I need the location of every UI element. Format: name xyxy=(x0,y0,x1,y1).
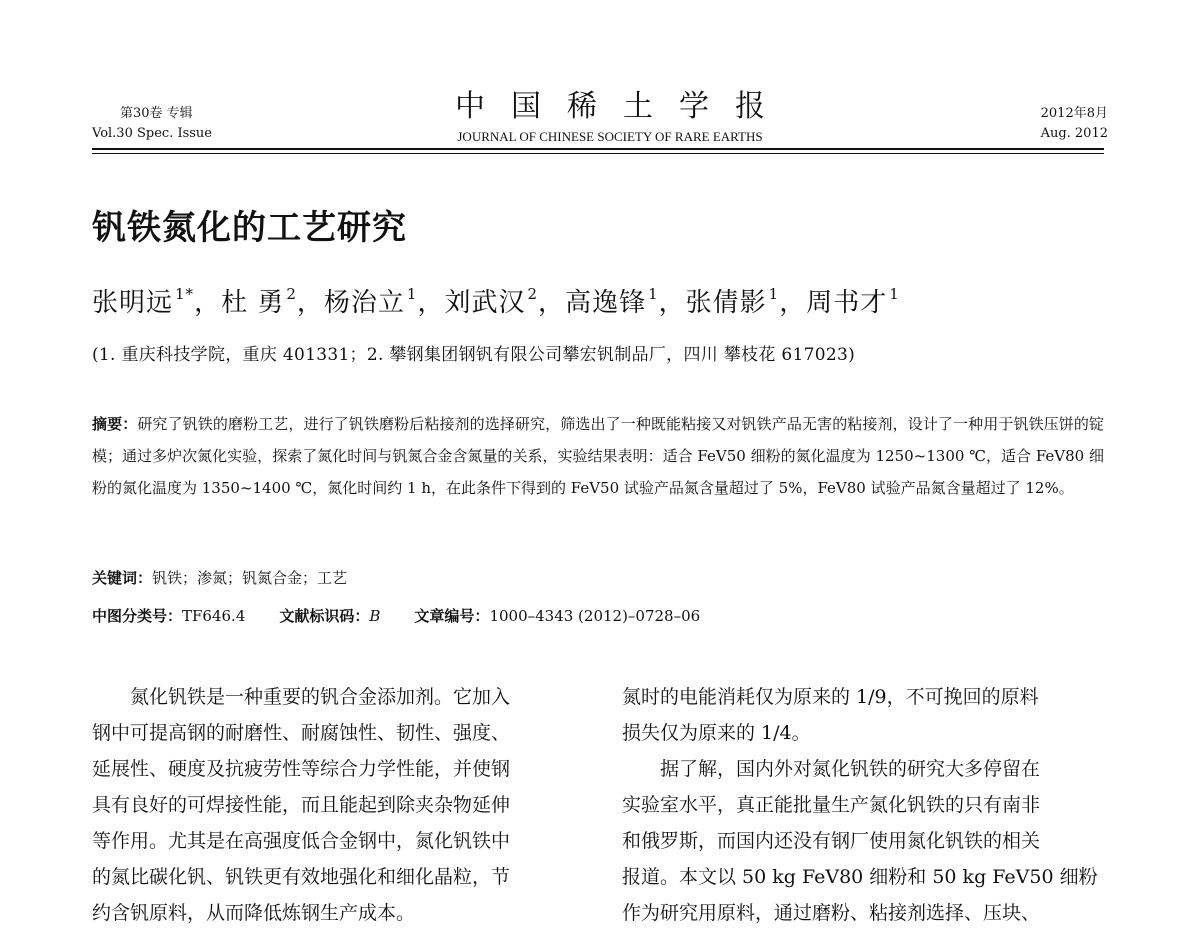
volume-cn: 第30卷 专辑 xyxy=(120,106,193,121)
author-affiliation-mark: 1* xyxy=(175,285,195,303)
author-affiliation-mark: 2 xyxy=(286,285,297,303)
author-name: 张明远 xyxy=(92,288,174,318)
author-name: 杜 勇 xyxy=(221,288,285,318)
journal-volume-block xyxy=(92,104,212,144)
body-text-line: 氮化钒铁是一种重要的钒合金添加剂。它加入 xyxy=(92,686,511,708)
author-affiliation-mark: 1 xyxy=(648,285,659,303)
body-text-line: 据了解，国内外对氮化钒铁的研究大多停留在 xyxy=(622,758,1041,780)
author-name: 杨治立 xyxy=(323,288,405,318)
author-affiliation-mark: 1 xyxy=(406,285,418,303)
keywords xyxy=(92,567,347,588)
header-rule-thin xyxy=(92,153,1104,154)
author-separator: ， xyxy=(538,288,566,318)
abstract-text: 研究了钒铁的磨粉工艺，进行了钒铁磨粉后粘接剂的选择研究，筛选出了一种既能粘接又对钒铁产品无害的粘接剂，设计了一种用于钒铁压饼的锭模；通过多炉次氮化实验，探索了氮化时间与钒氮合金含氮量的关系，实验结果表明：适合 FeV50 细粉的氮化温度为 1250~1300 ℃，适合 FeV80 细粉的氮化温度为 1350~1400 ℃，氮化时间约 1 h，在此条件下得到的 FeV50 试验产品氮含量超过了 5%，FeV80 试验产品氮含量超过了 12%。 xyxy=(92,415,1104,497)
body-text-line: 的氮比碳化钒、钒铁更有效地强化和细化晶粒，节 xyxy=(92,866,511,888)
body-text-line: 延展性、硬度及抗疲劳性等综合力学性能，并使钢 xyxy=(92,758,511,780)
header-rule-thick xyxy=(92,148,1104,150)
body-text-line: 报道。本文以 50 kg FeV80 细粉和 50 kg FeV50 细粉 xyxy=(622,866,1098,888)
journal-title-cn: 中国稀土学报 xyxy=(455,89,791,124)
keywords-label: 关键词： xyxy=(92,569,153,587)
journal-title-en: JOURNAL OF CHINESE SOCIETY OF RARE EARTHS xyxy=(457,129,763,144)
author-name: 张倩影 xyxy=(685,288,767,318)
article-number-value: 1000–4343 (2012)–0728–06 xyxy=(489,607,701,625)
date-en: Aug. 2012 xyxy=(1040,126,1108,141)
abstract-label: 摘要： xyxy=(92,415,138,433)
clc-label: 中图分类号： xyxy=(92,607,183,625)
author-affiliation-mark: 1 xyxy=(768,285,780,303)
body-column-left xyxy=(92,679,572,931)
clc-value: TF646.4 xyxy=(182,607,246,625)
article-title: 钒铁氮化的工艺研究 xyxy=(92,208,407,248)
author-list xyxy=(92,282,900,319)
date-cn: 2012年8月 xyxy=(1040,106,1108,121)
author-affiliation-mark: 2 xyxy=(527,285,539,303)
author-name: 高逸锋 xyxy=(565,288,647,318)
volume-en: Vol.30 Spec. Issue xyxy=(92,126,212,141)
body-text-line: 作为研究用原料，通过磨粉、粘接剂选择、压块、 xyxy=(622,902,1041,924)
journal-title-block xyxy=(400,88,820,146)
author-name: 刘武汉 xyxy=(444,288,526,318)
body-text-line: 等作用。尤其是在高强度低合金钢中，氮化钒铁中 xyxy=(92,830,511,852)
author-affiliation-mark: 1 xyxy=(889,285,900,303)
body-text-line: 具有良好的可焊接性能，而且能起到除夹杂物延伸 xyxy=(92,794,511,816)
affiliation: (1. 重庆科技学院，重庆 401331；2. 攀钢集团钢钒有限公司攀宏钒制品厂，四川 攀枝花 617023) xyxy=(92,345,856,365)
article-number-label: 文章编号： xyxy=(414,607,490,625)
author-name: 周书才 xyxy=(806,288,888,318)
body-column-right xyxy=(622,679,1102,931)
body-text-line: 钢中可提高钢的耐磨性、耐腐蚀性、韧性、强度、 xyxy=(92,722,511,744)
author-separator: ， xyxy=(779,288,807,318)
body-text-line: 损失仅为原来的 1/4。 xyxy=(622,722,811,744)
keywords-text: 钒铁；渗氮；钒氮合金；工艺 xyxy=(152,569,348,587)
body-text-line: 和俄罗斯，而国内还没有钢厂使用氮化钒铁的相关 xyxy=(622,830,1041,852)
author-separator: ， xyxy=(417,288,445,318)
journal-date-block xyxy=(1041,104,1108,144)
author-separator: ， xyxy=(296,288,324,318)
doc-code-label: 文献标识码： xyxy=(279,607,370,625)
body-text-line: 实验室水平，真正能批量生产氮化钒铁的只有南非 xyxy=(622,794,1041,816)
classification-line xyxy=(92,605,700,626)
author-separator: ， xyxy=(658,288,686,318)
abstract xyxy=(92,408,1104,504)
author-separator: ， xyxy=(194,288,222,318)
body-text-line: 氮时的电能消耗仅为原来的 1/9，不可挽回的原料 xyxy=(622,686,1039,708)
doc-code-value: B xyxy=(369,607,381,625)
body-text-line: 约含钒原料，从而降低炼钢生产成本。 xyxy=(92,902,416,924)
